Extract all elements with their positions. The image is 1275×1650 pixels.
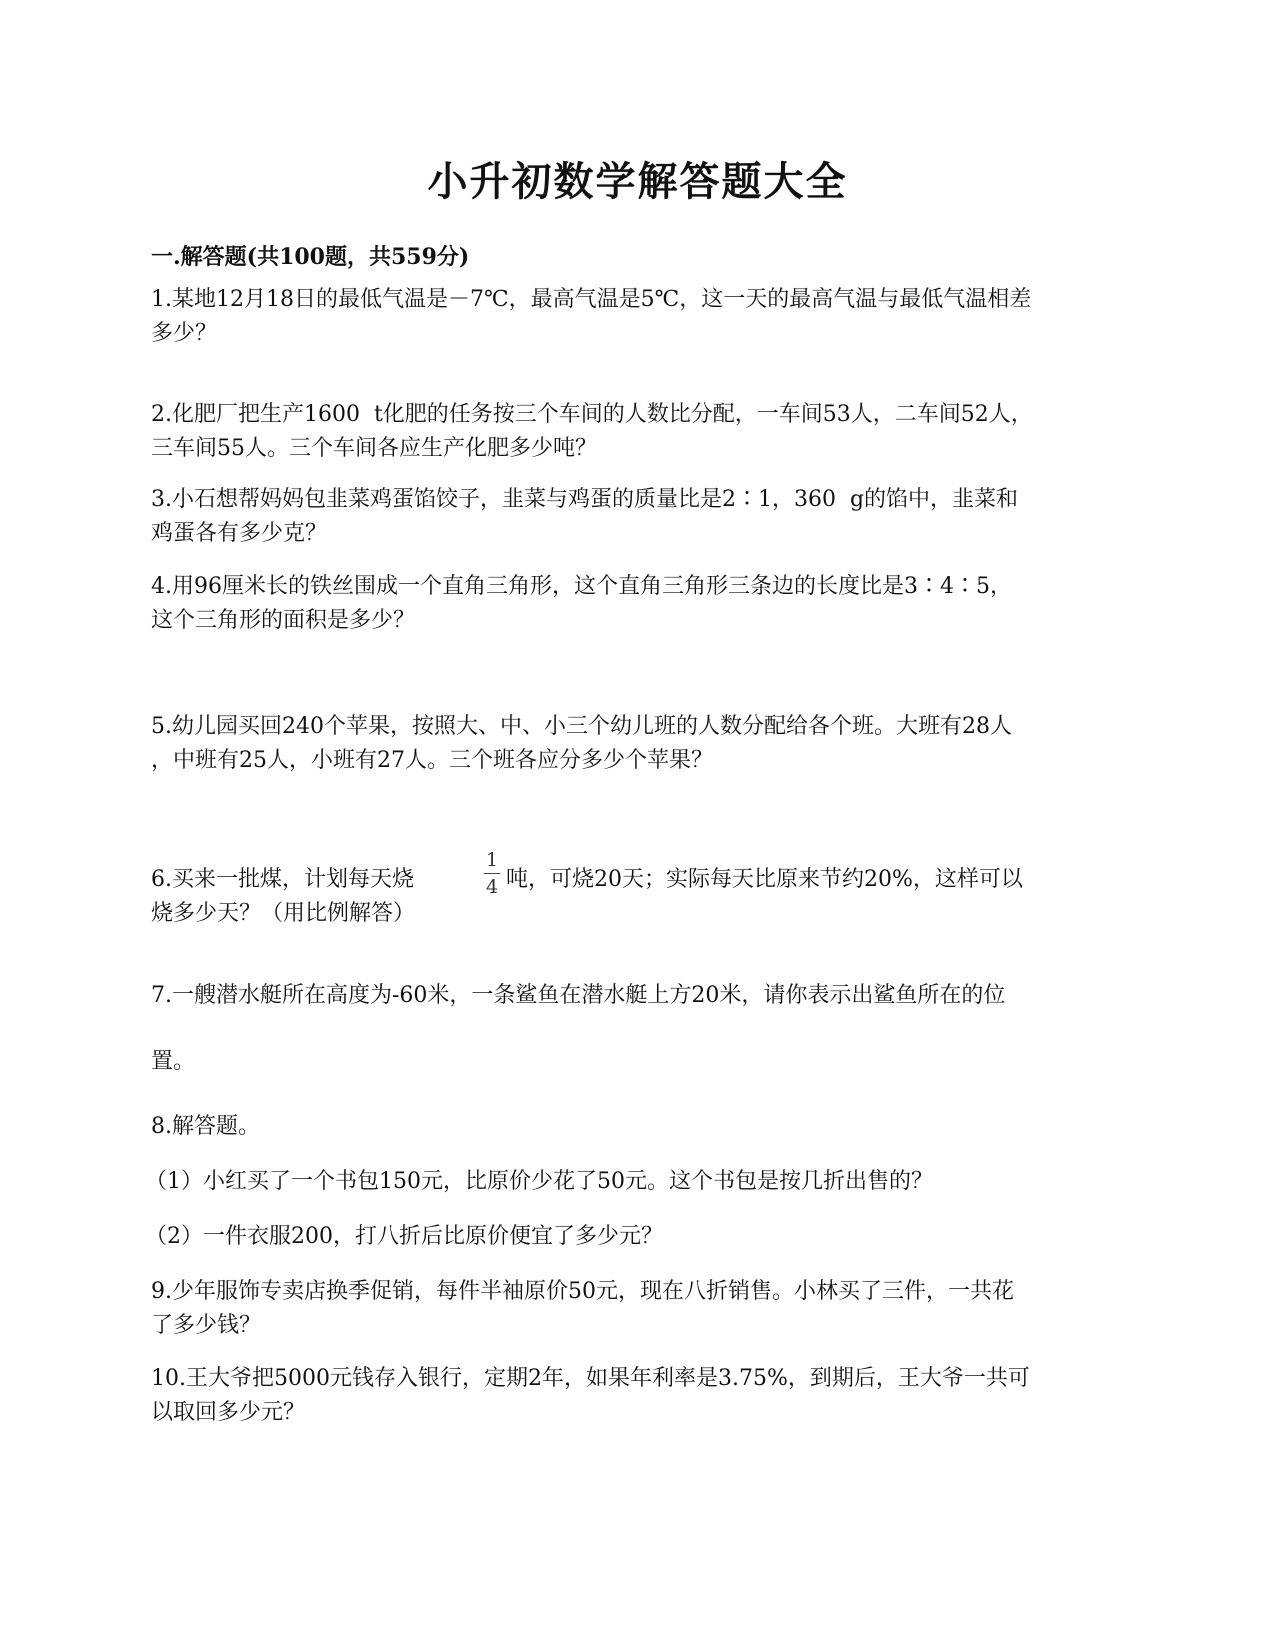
question-3-line-2: 鸡蛋各有多少克？ (151, 521, 328, 546)
question-4 (151, 570, 1126, 638)
question-6-line-1-end: 吨，可烧20天；实际每天比原来节约20%，这样可以 (506, 867, 1023, 892)
question-6-line-2: 烧多少天？（用比例解答） (151, 901, 416, 926)
question-4-line-2: 这个三角形的面积是多少？ (151, 608, 416, 633)
question-9 (151, 1275, 1126, 1343)
question-7-line-1: 7.一艘潜水艇所在高度为-60米，一条鲨鱼在潜水艇上方20米，请你表示出鲨鱼所在的位 (151, 983, 1006, 1008)
question-9-line-1: 9.少年服饰专卖店换季促销，每件半袖原价50元，现在八折销售。小林买了三件，一共花 (151, 1279, 1014, 1304)
question-1-line-1: 1.某地12月18日的最低气温是－7℃，最高气温是5℃，这一天的最高气温与最低气温相差 (151, 287, 1032, 312)
section-heading: 一.解答题(共100题，共559分) (151, 244, 470, 270)
question-1-line-2: 多少？ (151, 321, 218, 346)
question-10-line-2: 以取回多少元？ (151, 1400, 306, 1425)
question-5-line-1: 5.幼儿园买回240个苹果，按照大、中、小三个幼儿班的人数分配给各个班。大班有28人 (151, 714, 1012, 739)
question-8-sub-1-text: （1）小红买了一个书包150元，比原价少花了50元。这个书包是按几折出售的？ (145, 1169, 933, 1194)
question-8-sub-1 (145, 1165, 1120, 1199)
question-10 (151, 1362, 1126, 1430)
question-3 (151, 483, 1126, 551)
question-8-sub-2 (145, 1220, 1120, 1254)
question-1 (151, 283, 1126, 351)
fraction-denominator: 4 (485, 876, 499, 898)
question-2-line-2: 三车间55人。三个车间各应生产化肥多少吨？ (151, 436, 597, 461)
question-8-line-1: 8.解答题。 (151, 1114, 260, 1139)
question-9-line-2: 了多少钱？ (151, 1313, 262, 1338)
question-6 (151, 863, 1126, 931)
question-8-heading (151, 1110, 1126, 1144)
fraction-numerator: 1 (485, 849, 499, 871)
question-5 (151, 710, 1126, 778)
question-2-line-1: 2.化肥厂把生产1600 t化肥的任务按三个车间的人数比分配，一车间53人，二车间52人， (151, 402, 1033, 427)
question-2 (151, 398, 1126, 466)
question-6-line-1-start: 6.买来一批煤，计划每天烧 (151, 867, 414, 892)
question-5-line-2: ，中班有25人，小班有27人。三个班各应分多少个苹果？ (151, 748, 713, 773)
question-7 (151, 963, 1126, 1095)
question-7-line-2: 置。 (151, 1049, 196, 1074)
question-3-line-1: 3.小石想帮妈妈包韭菜鸡蛋馅饺子，韭菜与鸡蛋的质量比是2∶1，360 g的馅中，韭菜和 (151, 487, 1019, 512)
question-10-line-1: 10.王大爷把5000元钱存入银行，定期2年，如果年利率是3.75%，到期后，王大爷一共可 (151, 1366, 1030, 1391)
document-title: 小升初数学解答题大全 (427, 158, 848, 205)
question-4-line-1: 4.用96厘米长的铁丝围成一个直角三角形，这个直角三角形三条边的长度比是3∶4∶5， (151, 574, 1012, 599)
question-8-sub-2-text: （2）一件衣服200，打八折后比原价便宜了多少元？ (145, 1224, 663, 1249)
